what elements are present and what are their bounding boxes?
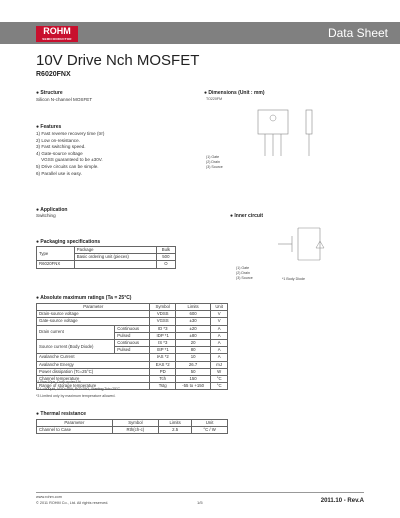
application-heading: ● Application (36, 207, 68, 213)
page-title: 10V Drive Nch MOSFET (36, 52, 200, 69)
feature-item: 6) Parallel use is easy. (36, 170, 82, 176)
footer-url: www.rohm.com (36, 495, 62, 499)
table-row: Drain-source voltage VDSS 600 V (37, 311, 228, 318)
packaging-part: R6020FNX (37, 261, 75, 268)
structure-heading: ● Structure (36, 90, 63, 96)
logo-text: ROHM (43, 26, 71, 36)
footer-copyright: © 2011 ROHM Co., Ltd. All rights reserved. (36, 501, 109, 505)
abs-max-heading: ● Absolute maximum ratings (Ta = 25°C) (36, 295, 132, 301)
packaging-table (36, 246, 176, 269)
revision-date: 2011.10 - Rev.A (320, 498, 364, 504)
table-row: Power dissipation (Tc=25°C) PD 50 W (37, 368, 228, 375)
inner-circuit-diagram (270, 224, 340, 264)
table-header: Parameter (37, 304, 150, 311)
application-text: Switching (36, 213, 56, 218)
table-header: Unit (192, 420, 228, 427)
table-header: Symbol (150, 304, 175, 311)
feature-item: 3) Fast switching speed. (36, 144, 86, 150)
features-list (36, 131, 104, 177)
abs-max-notes (36, 379, 120, 400)
note: *2 L=500μH, VDD=50V, RG=25Ω, Starting Tch=25°C (36, 387, 121, 391)
feature-item: 4) Gate-source voltage (36, 150, 83, 156)
feature-item: 5) Drive circuits can be simple. (36, 163, 99, 169)
table-row: Channel to Case Rth(ch-c) 2.5 °C / W (37, 427, 228, 434)
doc-type-label: Data Sheet (327, 26, 388, 40)
table-header: Limits (175, 304, 210, 311)
packaging-package-label: Package (74, 247, 156, 254)
thermal-table (36, 419, 228, 434)
dimensions-package: TO220FM (206, 97, 223, 101)
table-row: Drain current Continuous ID *3 ±20 A (37, 325, 228, 332)
dimensions-legend: (1) Gate (2) Drain (3) Source (206, 155, 223, 169)
table-row: Avalanche Energy EAS *2 26.7 mJ (37, 361, 228, 368)
table-row: Gate-source voltage VGSS ±30 V (37, 318, 228, 325)
logo-subtext: SEMICONDUCTOR (42, 37, 72, 41)
table-row: Range of storage temperature Tstg -55 to +150 °C (37, 383, 228, 390)
packaging-type-label: Type (37, 247, 75, 261)
features-heading: ● Features (36, 124, 62, 130)
table-row: Channel temperature Tch 150 °C (37, 376, 228, 383)
table-header: Symbol (112, 420, 158, 427)
feature-item: 2) Low on-resistance. (36, 137, 80, 143)
part-number: R6020FNX (36, 71, 71, 78)
page-number: 1/5 (197, 500, 203, 505)
dimensions-heading: ● Dimensions (Unit : mm) (204, 90, 265, 96)
feature-item: VGSS guaranteed to be ±30V. (36, 157, 103, 163)
package-outline-drawing (236, 108, 336, 160)
table-row: Source current (Body Diode) Continuous IS *3 20 A (37, 340, 228, 347)
footer-divider (36, 492, 364, 493)
table-header: Unit (211, 304, 228, 311)
structure-text: Silicon N-channel MOSFET (36, 97, 93, 102)
note: *1 Pw≤10μs, Duty cycle≤1% (36, 380, 81, 384)
packaging-heading: ● Packaging specifications (36, 239, 101, 245)
inner-circuit-legend: (1) Gate (2) Drain (3) Source (236, 266, 253, 280)
note: *3 Limited only by maximum temperature allowed. (36, 394, 116, 398)
packaging-package-value: Bulk (156, 247, 175, 254)
packaging-unit-value: 500 (156, 254, 175, 261)
table-row: Pulsed IDP *1 ±80 A (37, 332, 228, 339)
packaging-part-value: O (156, 261, 175, 268)
inner-circuit-heading: ● Inner circuit (230, 213, 264, 219)
abs-max-table (36, 303, 228, 390)
table-row: Avalanche Current IAS *2 10 A (37, 354, 228, 361)
table-header: Limits (159, 420, 192, 427)
table-row: Pulsed ISP *1 80 A (37, 347, 228, 354)
inner-circuit-note: *1 Body Diode (282, 277, 305, 281)
feature-item: 1) Fast reverse recovery time (trr) (36, 131, 105, 136)
packaging-unit-label: Basic ordering unit (pieces) (74, 254, 156, 261)
table-header: Parameter (37, 420, 113, 427)
rohm-logo (36, 26, 78, 42)
thermal-heading: ● Thermal resistance (36, 411, 87, 417)
